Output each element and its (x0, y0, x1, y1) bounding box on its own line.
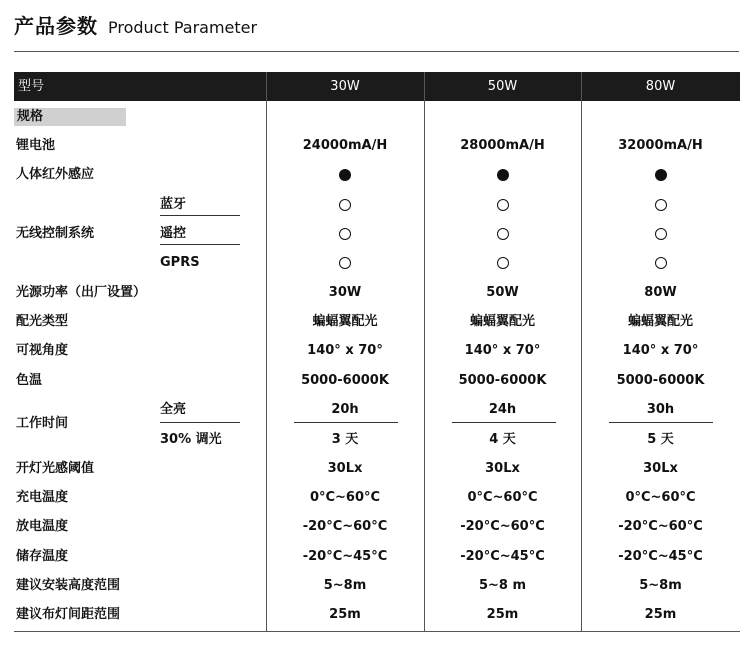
sub-divider (160, 215, 240, 216)
worktime-dim-value: 4 天 (489, 432, 516, 447)
storage-temp-value: -20°C~45°C (302, 549, 388, 564)
install-height-value: 5~8 m (478, 578, 527, 593)
title-divider (14, 51, 739, 52)
row-label-optics: 配光类型 (16, 314, 69, 329)
sub-label-full-bright: 全亮 (160, 402, 187, 417)
pir-mark (266, 165, 424, 185)
optics-value: 蝙蝠翼配光 (627, 314, 693, 329)
sub-divider (160, 244, 240, 245)
battery-value: 32000mA/H (618, 138, 703, 153)
gprs-mark (266, 253, 424, 273)
title-chinese: 产品参数 (14, 14, 98, 38)
threshold-value: 30Lx (643, 461, 678, 476)
worktime-divider (452, 422, 556, 423)
row-label-spacing: 建议布灯间距范围 (16, 607, 121, 622)
discharge-temp-value: -20°C~60°C (460, 519, 545, 534)
power-value: 30W (328, 285, 362, 300)
install-height-value: 5~8m (323, 578, 367, 593)
worktime-dim-value: 3 天 (331, 432, 359, 447)
cct-value: 5000-6000K (301, 373, 389, 388)
angle-value: 140° x 70° (307, 343, 383, 358)
angle-value: 140° x 70° (622, 343, 699, 358)
discharge-temp-value: -20°C~60°C (302, 519, 388, 534)
title-english: Product Parameter (108, 18, 258, 37)
row-label-worktime: 工作时间 (16, 416, 69, 431)
hollow-circle-icon (655, 257, 667, 269)
pir-mark (581, 165, 740, 185)
table-header (14, 72, 740, 101)
threshold-value: 30Lx (327, 461, 363, 476)
row-label-install-height: 建议安装高度范围 (16, 578, 121, 593)
bluetooth-mark (424, 195, 581, 215)
cct-value: 5000-6000K (616, 373, 705, 388)
install-height-value: 5~8m (639, 578, 682, 593)
charge-temp-value: 0°C~60°C (467, 490, 538, 505)
filled-circle-icon (339, 169, 351, 181)
header-model-30w: 30W (330, 79, 360, 94)
row-label-angle: 可视角度 (16, 343, 69, 358)
worktime-dim-value: 5 天 (647, 432, 674, 447)
power-value: 80W (644, 285, 677, 300)
header-model-label: 型号 (18, 79, 45, 94)
hollow-circle-icon (655, 199, 667, 211)
gprs-mark (424, 253, 581, 273)
optics-value: 蝙蝠翼配光 (312, 314, 378, 329)
sub-divider (160, 422, 240, 423)
angle-value: 140° x 70° (464, 343, 541, 358)
row-label-charge-temp: 充电温度 (16, 490, 69, 505)
row-label-discharge-temp: 放电温度 (16, 519, 69, 534)
spacing-value: 25m (486, 607, 519, 622)
gprs-mark (581, 253, 740, 273)
storage-temp-value: -20°C~45°C (618, 549, 703, 564)
row-label-threshold: 开灯光感阈值 (16, 461, 95, 476)
hollow-circle-icon (339, 228, 351, 240)
spacing-value: 25m (644, 607, 677, 622)
bluetooth-mark (581, 195, 740, 215)
hollow-circle-icon (339, 199, 351, 211)
row-label-power: 光源功率（出厂设置） (16, 285, 147, 300)
row-label-pir: 人体红外感应 (16, 167, 95, 182)
hollow-circle-icon (497, 228, 509, 240)
header-model-80w: 80W (645, 79, 676, 94)
sub-label-remote: 遥控 (160, 226, 187, 241)
battery-value: 24000mA/H (302, 138, 388, 153)
page-title (14, 10, 257, 40)
worktime-divider (609, 422, 713, 423)
pir-mark (424, 165, 581, 185)
filled-circle-icon (655, 169, 667, 181)
worktime-full-value: 30h (646, 402, 675, 417)
cct-value: 5000-6000K (458, 373, 547, 388)
sub-label-dimmed: 30% 调光 (160, 432, 222, 447)
filled-circle-icon (497, 169, 509, 181)
header-model-50w: 50W (487, 79, 518, 94)
optics-value: 蝙蝠翼配光 (469, 314, 535, 329)
parameter-table (14, 72, 740, 632)
power-value: 50W (486, 285, 519, 300)
row-label-cct: 色温 (16, 373, 43, 388)
sub-label-gprs: GPRS (160, 255, 200, 270)
worktime-full-value: 24h (488, 402, 517, 417)
bluetooth-mark (266, 195, 424, 215)
hollow-circle-icon (497, 199, 509, 211)
charge-temp-value: 0°C~60°C (309, 490, 381, 505)
hollow-circle-icon (497, 257, 509, 269)
spacing-value: 25m (329, 607, 361, 622)
hollow-circle-icon (655, 228, 667, 240)
storage-temp-value: -20°C~45°C (460, 549, 545, 564)
remote-mark (424, 224, 581, 244)
row-label-battery: 锂电池 (16, 138, 56, 153)
worktime-full-value: 20h (331, 402, 359, 417)
battery-value: 28000mA/H (460, 138, 545, 153)
threshold-value: 30Lx (485, 461, 520, 476)
worktime-divider (294, 422, 398, 423)
discharge-temp-value: -20°C~60°C (618, 519, 703, 534)
spec-section-label: 规格 (14, 108, 126, 126)
table-bottom-rule (14, 631, 740, 632)
hollow-circle-icon (339, 257, 351, 269)
row-label-wireless: 无线控制系统 (16, 226, 95, 241)
row-label-storage-temp: 储存温度 (16, 549, 69, 564)
remote-mark (266, 224, 424, 244)
remote-mark (581, 224, 740, 244)
sub-label-bluetooth: 蓝牙 (160, 197, 187, 212)
charge-temp-value: 0°C~60°C (625, 490, 696, 505)
